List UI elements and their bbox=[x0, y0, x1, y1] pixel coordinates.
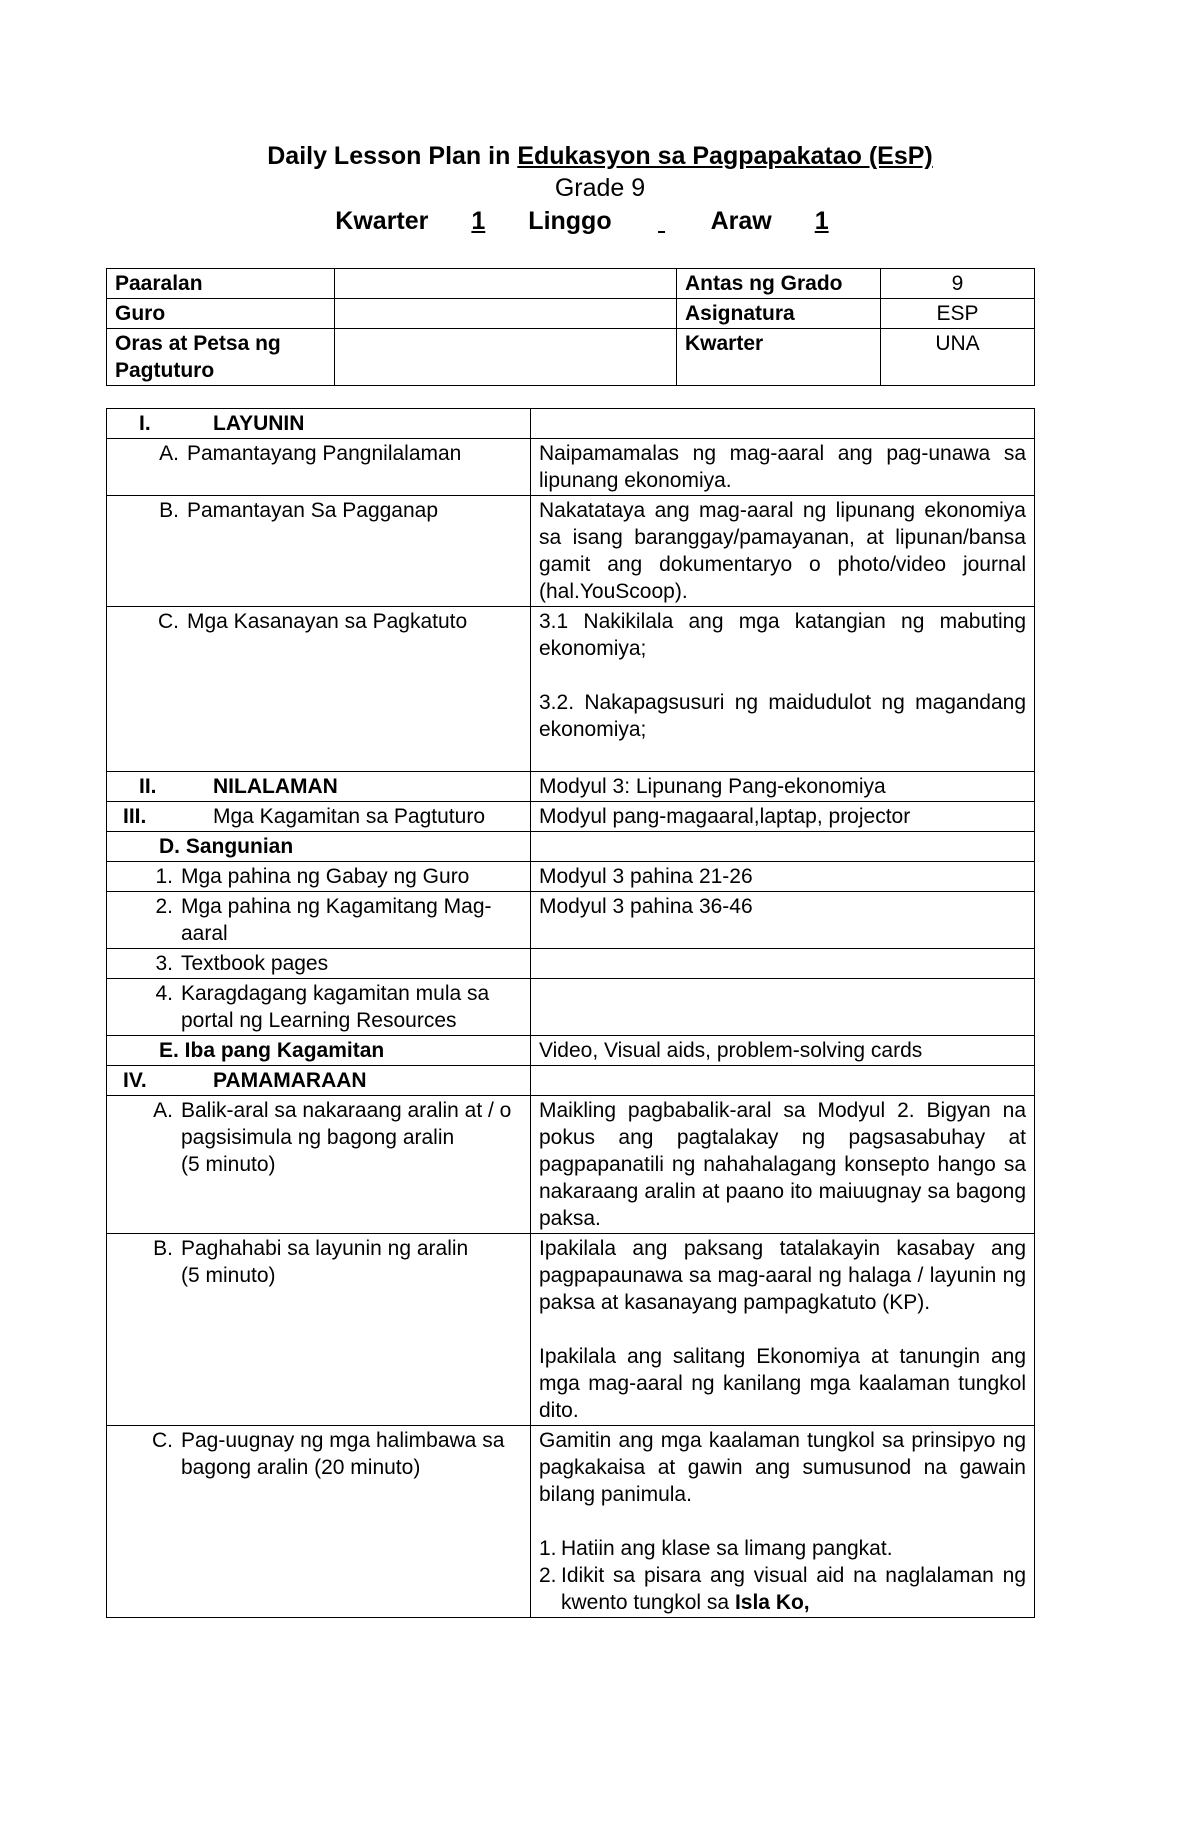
table-row bbox=[107, 409, 1035, 439]
item-letter: C. bbox=[152, 1429, 173, 1452]
item-letter: A. bbox=[153, 1099, 173, 1122]
item-label: Mga pahina ng Kagamitang Mag-aaral bbox=[181, 895, 492, 945]
item-label: Pamantayan Sa Pagganap bbox=[187, 499, 439, 522]
table-row bbox=[107, 892, 1035, 949]
subsection-title: D. Sangunian bbox=[159, 835, 294, 858]
section-roman: II. bbox=[139, 775, 157, 798]
title-prefix: Daily Lesson Plan in bbox=[267, 142, 518, 170]
item-label: Mga pahina ng Gabay ng Guro bbox=[181, 865, 470, 888]
kwarter-label: Kwarter bbox=[335, 207, 429, 235]
section-title: LAYUNIN bbox=[213, 412, 305, 435]
item-value: Maikling pagbabalik-aral sa Modyul 2. Bigyan na pokus ang pagtalakay ng pagsasabuhay at pagpapanatili ng nahahalagang konsepto hango sa nakaraang aralin at paano ito maiuugnay sa bagong paksa. bbox=[531, 1096, 1035, 1234]
list-text-bold: Isla Ko, bbox=[734, 1591, 810, 1614]
list-number: 2. bbox=[539, 1564, 557, 1587]
oras-label: Oras at Petsa ng Pagtuturo bbox=[107, 329, 335, 386]
table-row bbox=[107, 979, 1035, 1036]
item-value: Modyul pang-magaaral,laptap, projector bbox=[531, 802, 1035, 832]
kwarter-info-value: UNA bbox=[881, 329, 1035, 386]
item-letter: C. bbox=[158, 610, 179, 633]
kwarter-info-label: Kwarter bbox=[677, 329, 881, 386]
table-row bbox=[107, 439, 1035, 496]
kwarter-blank: 1 bbox=[471, 207, 486, 235]
lesson-plan-table bbox=[106, 408, 1035, 1618]
table-row bbox=[107, 802, 1035, 832]
section-heading-pamamaraan bbox=[107, 1066, 531, 1096]
linggo-blank bbox=[619, 204, 705, 238]
item-label: Textbook pages bbox=[181, 952, 329, 975]
table-row bbox=[107, 949, 1035, 979]
document-header bbox=[0, 140, 1200, 238]
item-value: Modyul 3 pahina 21-26 bbox=[531, 862, 1035, 892]
item-value: Naipamamalas ng mag-aaral ang pag-unawa sa lipunang ekonomiya. bbox=[531, 439, 1035, 496]
item-value bbox=[531, 949, 1035, 979]
table-row bbox=[107, 1234, 1035, 1426]
section-title: PAMAMARAAN bbox=[213, 1069, 367, 1092]
item-label: Pamantayang Pangnilalaman bbox=[187, 442, 462, 465]
table-row bbox=[107, 496, 1035, 607]
list-item bbox=[539, 1562, 1026, 1616]
section-title: NILALAMAN bbox=[213, 775, 338, 798]
paaralan-value bbox=[335, 269, 677, 299]
item-value: 3.2. Nakapagsusuri ng maidudulot ng magandang ekonomiya; bbox=[539, 691, 1026, 741]
section-heading-kagamitan bbox=[107, 802, 531, 832]
item-value: 3.1 Nakikilala ang mga katangian ng mabuting ekonomiya; bbox=[539, 610, 1026, 660]
table-row bbox=[107, 269, 1035, 299]
item-time: (5 minuto) bbox=[181, 1153, 276, 1176]
school-info-table bbox=[106, 268, 1035, 386]
item-label: Pag-uugnay ng mga halimbawa sa bagong aralin (20 minuto) bbox=[181, 1429, 505, 1479]
item-number: 1. bbox=[155, 865, 173, 888]
list-number: 1. bbox=[539, 1537, 557, 1560]
asignatura-value: ESP bbox=[881, 299, 1035, 329]
item-value: Modyul 3: Lipunang Pang-ekonomiya bbox=[531, 772, 1035, 802]
table-row bbox=[107, 329, 1035, 386]
item-label: Balik-aral sa nakaraang aralin at / o pagsisimula ng bagong aralin bbox=[181, 1099, 512, 1149]
item-value: Nakatataya ang mag-aaral ng lipunang ekonomiya sa isang baranggay/pamayanan, at lipunan/bansa gamit ang dokumentaryo o photo/video journal (hal.YouScoop). bbox=[531, 496, 1035, 607]
item-number: 2. bbox=[155, 895, 173, 918]
guro-value bbox=[335, 299, 677, 329]
antas-label: Antas ng Grado bbox=[677, 269, 881, 299]
item-label: Mga Kasanayan sa Pagkatuto bbox=[187, 610, 468, 633]
item-value bbox=[531, 979, 1035, 1036]
schedule-line bbox=[0, 204, 1200, 238]
item-value: Video, Visual aids, problem-solving cards bbox=[531, 1036, 1035, 1066]
subsection-title: E. Iba pang Kagamitan bbox=[159, 1039, 385, 1062]
section-heading-nilalaman bbox=[107, 772, 531, 802]
table-row bbox=[107, 1036, 1035, 1066]
table-row bbox=[107, 299, 1035, 329]
section-roman: IV. bbox=[123, 1069, 147, 1092]
table-row bbox=[107, 607, 1035, 772]
item-number: 3. bbox=[155, 952, 173, 975]
table-row bbox=[107, 832, 1035, 862]
araw-blank: 1 bbox=[814, 207, 829, 235]
oras-value bbox=[335, 329, 677, 386]
item-value: Modyul 3 pahina 36-46 bbox=[531, 892, 1035, 949]
item-letter: B. bbox=[153, 1237, 173, 1260]
section-heading-layunin bbox=[107, 409, 531, 439]
section-roman: III. bbox=[123, 805, 147, 828]
list-text: Hatiin ang klase sa limang pangkat. bbox=[561, 1537, 893, 1560]
paaralan-label: Paaralan bbox=[107, 269, 335, 299]
item-value: Ipakilala ang paksang tatalakayin kasabay ang pagpapaunawa sa mag-aaral ng halaga / layunin ng paksa at kasanayang pampagkatuto (KP). bbox=[539, 1237, 1026, 1314]
document-title bbox=[0, 140, 1200, 172]
guro-label: Guro bbox=[107, 299, 335, 329]
table-row bbox=[107, 772, 1035, 802]
section-roman: I. bbox=[139, 412, 151, 435]
item-label: Paghahabi sa layunin ng aralin bbox=[181, 1237, 469, 1260]
section-title: Mga Kagamitan sa Pagtuturo bbox=[213, 805, 485, 828]
linggo-label: Linggo bbox=[528, 207, 612, 235]
list-item bbox=[539, 1535, 1026, 1562]
araw-label: Araw bbox=[710, 207, 772, 235]
asignatura-label: Asignatura bbox=[677, 299, 881, 329]
table-row bbox=[107, 862, 1035, 892]
grade-level: Grade 9 bbox=[554, 174, 646, 202]
list-text: Idikit sa pisara ang visual aid na naglalaman ng kwento tungkol sa bbox=[561, 1564, 1026, 1614]
table-row bbox=[107, 1066, 1035, 1096]
item-value: Gamitin ang mga kaalaman tungkol sa prinsipyo ng pagkakaisa at gawin ang sumusunod na gawain bilang panimula. bbox=[539, 1429, 1026, 1506]
item-letter: A. bbox=[159, 442, 179, 465]
item-letter: B. bbox=[159, 499, 179, 522]
antas-value: 9 bbox=[881, 269, 1035, 299]
table-row bbox=[107, 1096, 1035, 1234]
table-row bbox=[107, 1426, 1035, 1618]
item-time: (5 minuto) bbox=[181, 1264, 276, 1287]
item-value: Ipakilala ang salitang Ekonomiya at tanungin ang mga mag-aaral ng kanilang mga kaalaman tungkol dito. bbox=[539, 1345, 1026, 1422]
item-label: Karagdagang kagamitan mula sa portal ng Learning Resources bbox=[181, 982, 490, 1032]
item-number: 4. bbox=[155, 982, 173, 1005]
title-subject: Edukasyon sa Pagpapakatao (EsP) bbox=[517, 142, 933, 170]
